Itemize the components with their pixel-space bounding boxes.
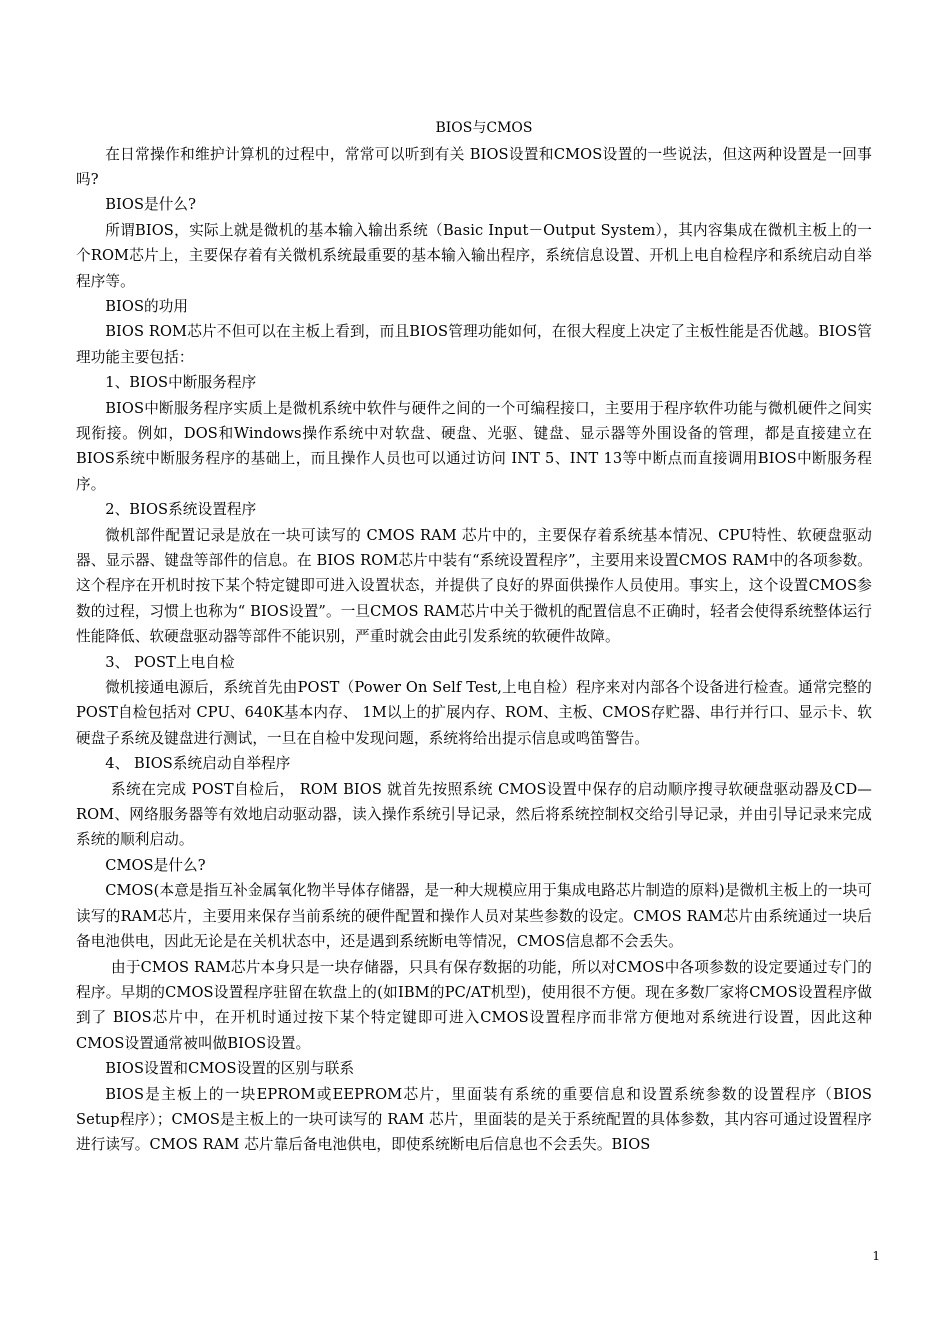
heading-bios-vs-cmos: BIOS设置和CMOS设置的区别与联系 <box>105 1060 355 1078</box>
document-page <box>76 116 872 1158</box>
paragraph-intro: 在日常操作和维护计算机的过程中，常常可以听到有关 BIOS设置和CMOS设置的一些说法，但这两种设置是一回事吗? <box>76 145 872 188</box>
paragraph-bios-functions: BIOS ROM芯片不但可以在主板上看到，而且BIOS管理功能如何，在很大程度上决定了主板性能是否优越。BIOS管理功能主要包括： <box>76 323 872 366</box>
document-title: BIOS与CMOS <box>435 120 533 136</box>
heading-post: 3、 POST上电自检 <box>105 653 235 671</box>
paragraph-post: 微机接通电源后，系统首先由POST（Power On Self Test,上电自检）程序来对内部各个设备进行检查。通常完整的POST自检包括对 CPU、640K基本内存、 1M以上的扩展内存、ROM、主板、CMOS存贮器、串行并行口、显示卡、软硬盘子系统及键盘进行测试，一旦在自检中发现问题，系统将给出提示信息或鸣笛警告。 <box>76 679 872 747</box>
heading-bios-functions: BIOS的功用 <box>105 297 189 315</box>
heading-bootstrap: 4、 BIOS系统启动自举程序 <box>105 755 291 773</box>
paragraph-setup-program: 微机部件配置记录是放在一块可读写的 CMOS RAM 芯片中的，主要保存着系统基本情况、CPU特性、软硬盘驱动器、显示器、键盘等部件的信息。在 BIOS ROM芯片中装有“系统设置程序”，主要用来设置CMOS RAM中的各项参数。这个程序在开机时按下某个特定键即可进入设置状态，并提供了良好的界面供操作人员使用。事实上，这个设置CMOS参数的过程，习惯上也称为“ BIOS设置”。一旦CMOS RAM芯片中关于微机的配置信息不正确时，轻者会使得系统整体运行性能降低、软硬盘驱动器等部件不能识别，严重时就会由此引发系统的软硬件故障。 <box>76 526 872 646</box>
heading-what-is-cmos: CMOS是什么? <box>105 856 206 874</box>
heading-interrupt-service: 1、BIOS中断服务程序 <box>105 374 257 392</box>
heading-what-is-bios: BIOS是什么? <box>105 196 197 214</box>
paragraph-cmos-setup: 由于CMOS RAM芯片本身只是一块存储器，只具有保存数据的功能，所以对CMOS中各项参数的设定要通过专门的程序。早期的CMOS设置程序驻留在软盘上的(如IBM的PC/AT机型)，使用很不方便。现在多数厂家将CMOS设置程序做到了 BIOS芯片中，在开机时通过按下某个特定键即可进入CMOS设置程序而非常方便地对系统进行设置，因此这种CMOS设置通常被叫做BIOS设置。 <box>76 958 872 1052</box>
heading-setup-program: 2、BIOS系统设置程序 <box>105 501 257 519</box>
paragraph-bootstrap: 系统在完成 POST自检后， ROM BIOS 就首先按照系统 CMOS设置中保存的启动顺序搜寻软硬盘驱动器及CD—ROM、网络服务器等有效地启动驱动器，读入操作系统引导记录，然后将系统控制权交给引导记录，并由引导记录来完成系统的顺利启动。 <box>76 780 872 849</box>
paragraph-bios-vs-cmos: BIOS是主板上的一块EPROM或EEPROM芯片，里面装有系统的重要信息和设置系统参数的设置程序（BIOS Setup程序）；CMOS是主板上的一块可读写的 RAM 芯片，里面装的是关于系统配置的具体参数，其内容可通过设置程序进行读写。CMOS RAM 芯片靠后备电池供电，即使系统断电后信息也不会丢失。BIOS <box>76 1085 872 1154</box>
paragraph-cmos-definition: CMOS(本意是指互补金属氧化物半导体存储器，是一种大规模应用于集成电路芯片制造的原料)是微机主板上的一块可读写的RAM芯片，主要用来保存当前系统的硬件配置和操作人员对某些参数的设定。CMOS RAM芯片由系统通过一块后备电池供电，因此无论是在关机状态中，还是遇到系统断电等情况，CMOS信息都不会丢失。 <box>76 882 872 951</box>
paragraph-interrupt-service: BIOS中断服务程序实质上是微机系统中软件与硬件之间的一个可编程接口，主要用于程序软件功能与微机硬件之间实现衔接。例如，DOS和Windows操作系统中对软盘、硬盘、光驱、键盘、显示器等外围设备的管理，都是直接建立在BIOS系统中断服务程序的基础上，而且操作人员也可以通过访问 INT 5、INT 13等中断点而直接调用BIOS中断服务程序。 <box>76 399 872 493</box>
page-number: 1 <box>872 1249 880 1263</box>
paragraph-bios-definition: 所谓BIOS，实际上就是微机的基本输入输出系统（Basic Input－Output System），其内容集成在微机主板上的一个ROM芯片上，主要保存着有关微机系统最重要的基本输入输出程序，系统信息设置、开机上电自检程序和系统启动自举程序等。 <box>76 221 872 290</box>
